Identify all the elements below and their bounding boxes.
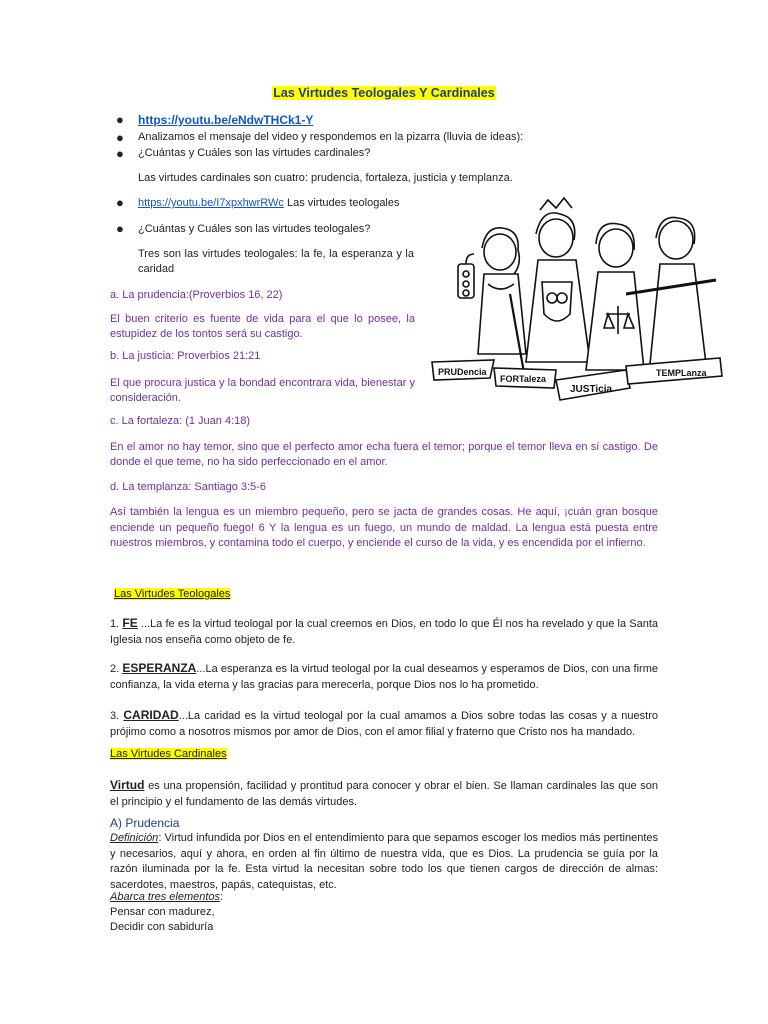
virtues-illustration xyxy=(430,194,732,408)
answer-text: Tres son las virtudes teologales: la fe, la esperanza y la xyxy=(138,248,414,260)
figure-justicia xyxy=(586,223,644,370)
abarca-label: Abarca tres elementos: xyxy=(110,891,224,903)
ref-heading-prudencia: a. La prudencia:(Proverbios 16, 22) xyxy=(110,289,283,301)
bullet-text: ¿Cuántas y Cuáles son las virtudes cardinales? xyxy=(138,147,371,159)
ref-text-templanza: Así también la lengua es un miembro pequeño, pero se jacta de grandes cosas. He aquí, ¡cuán gran bosque enciende un pequeño fuego! 6 Y la lengua es un fuego, un mundo de maldad. La lengua está puesta entre nuestros miembros, y contamina todo el cuerpo, y enciende el curso de la vida, y es encendida por el infierno. xyxy=(110,506,658,549)
section-heading-cardinales: Las Virtudes Cardinales xyxy=(110,748,227,760)
bullet-dot: ● xyxy=(116,146,124,161)
virtue-esperanza: 2. ESPERANZA...La esperanza es la virtud teologal por la cual deseamos y esperamos de Dios, con una firme confianza, la vida eterna y las gracias para merecerla, porque Dios nos lo ha prometido. xyxy=(110,661,658,691)
ref-text-prudencia: El buen criterio es fuente de vida para el que lo posee, la estupidez de los tontos será su castigo. xyxy=(110,313,415,340)
banner-templanza: TEMPLanza xyxy=(656,368,707,378)
bullet-text: Analizamos el mensaje del video y respondemos en la pizarra (lluvia de ideas): xyxy=(138,131,524,143)
banner-fortaleza: FORTaleza xyxy=(500,374,546,384)
link-caption: Las virtudes teologales xyxy=(283,197,400,209)
prudencia-definition: Definición: Virtud infundida por Dios en el entendimiento para que sepamos escoger los medios más pertinentes y necesarios, aquí y ahora, en orden al fin último de nuestra vida, que es Dios. La prudencia se guía por la razón iluminada por la fe. Esta virtud la necesitan sobre todo los que tienen cargos de dirección de almas: sacerdotes, maestros, papás, catequistas, etc. xyxy=(110,832,658,891)
ref-heading-templanza: d. La templanza: Santiago 3:5-6 xyxy=(110,481,266,493)
bullet-text xyxy=(138,197,400,209)
answer-text: Las virtudes cardinales son cuatro: prudencia, fortaleza, justicia y templanza. xyxy=(138,172,513,184)
banner-justicia: JUSTicia xyxy=(570,384,613,395)
ref-heading-fortaleza: c. La fortaleza: (1 Juan 4:18) xyxy=(110,415,251,427)
answer-text: caridad xyxy=(138,263,175,275)
bullet-dot: ● xyxy=(116,195,124,210)
bullet-dot: ● xyxy=(116,112,124,127)
virtud-definition: Virtud es una propensión, facilidad y prontitud para conocer y obrar el bien. Se llaman cardinales las que son el principio y el fundamento de las demás virtudes. xyxy=(110,778,658,808)
youtube-link-2[interactable]: https://youtu.be/I7xpxhwrRWc xyxy=(138,197,284,209)
page-title: Las Virtudes Teologales Y Cardinales xyxy=(273,86,495,100)
banner-prudencia: PRUDencia xyxy=(438,367,487,377)
element-1: Pensar con madurez, xyxy=(110,906,215,918)
virtue-fe: 1. FE ...La fe es la virtud teologal por la cual creemos en Dios, en todo lo que Él nos ha revelado y que la Santa Iglesia nos enseña como objeto de fe. xyxy=(110,616,658,646)
bullet-text: ¿Cuántas y Cuáles son las virtudes teologales? xyxy=(138,223,371,235)
figure-prudencia xyxy=(458,228,526,354)
section-heading-teologales: Las Virtudes Teologales xyxy=(114,588,231,600)
bullet-dot: ● xyxy=(116,130,124,145)
youtube-link-1[interactable]: https://youtu.be/eNdwTHCk1-Y xyxy=(138,113,314,127)
ref-heading-justicia: b. La justicia: Proverbios 21:21 xyxy=(110,350,261,362)
ref-text-fortaleza: En el amor no hay temor, sino que el perfecto amor echa fuera el temor; porque el temor lleva en sí castigo. De donde el que teme, no ha sido perfeccionado en el amor. xyxy=(110,441,658,468)
prudencia-heading: A) Prudencia xyxy=(110,816,180,830)
element-2: Decidir con sabiduría xyxy=(110,921,214,933)
figure-fortaleza xyxy=(510,198,590,384)
virtue-caridad: 3. CARIDAD...La caridad es la virtud teologal por la cual amamos a Dios sobre todas las cosas y a nuestro prójimo como a nosotros mismos por amor de Dios, con el amor filial y fraterno que Cristo nos ha mandado. xyxy=(110,708,659,738)
ref-text-justicia: El que procura justica y la bondad encontrara vida, bienestar y consideración. xyxy=(110,377,415,404)
bullet-dot: ● xyxy=(116,221,124,236)
